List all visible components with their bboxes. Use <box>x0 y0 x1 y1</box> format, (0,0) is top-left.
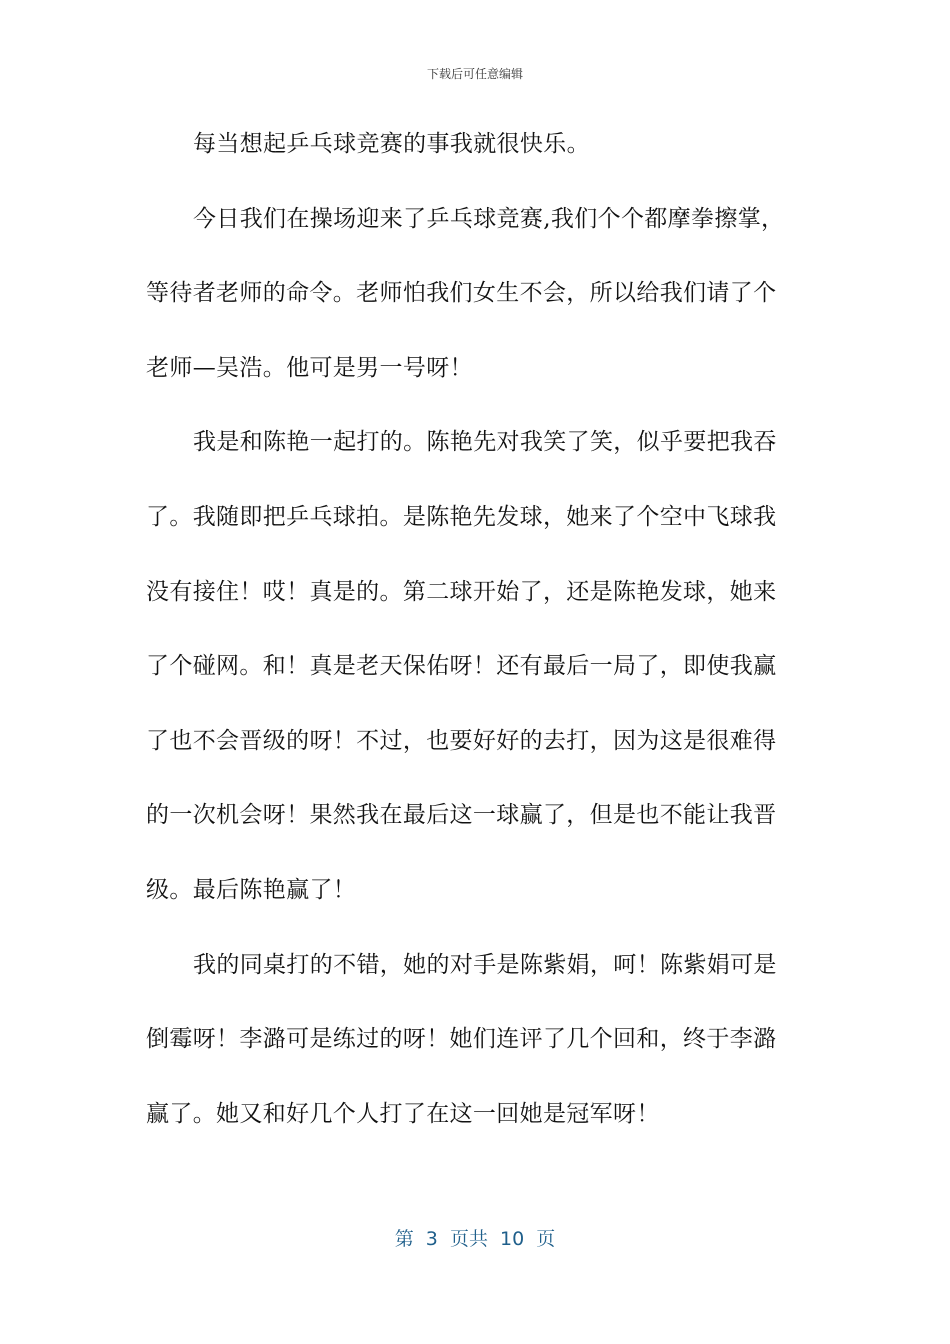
paragraph-line: 没有接住！哎！真是的。第二球开始了，还是陈艳发球，她来 <box>146 578 777 605</box>
paragraph-line: 级。最后陈艳赢了！ <box>146 876 357 903</box>
paragraph-line: 了个碰网。和！真是老天保佑呀！还有最后一局了，即使我赢 <box>146 653 777 680</box>
paragraph-line: 倒霉呀！李潞可是练过的呀！她们连评了几个回和，终于李潞 <box>146 1026 777 1053</box>
paragraph-line: 了也不会晋级的呀！不过，也要好好的去打，因为这是很难得 <box>146 727 777 754</box>
paragraph-line: 的一次机会呀！果然我在最后这一球赢了，但是也不能让我晋 <box>146 802 777 829</box>
paragraph-line: 今日我们在操场迎来了乒乓球竞赛,我们个个都摩拳擦掌， <box>193 205 785 232</box>
paragraph-line: 赢了。她又和好几个人打了在这一回她是冠军呀！ <box>146 1100 660 1127</box>
paragraph-line: 我是和陈艳一起打的。陈艳先对我笑了笑，似乎要把我吞 <box>193 429 777 456</box>
document-body <box>146 107 796 1151</box>
paragraph-line: 每当想起乒乓球竞赛的事我就很快乐。 <box>193 131 590 157</box>
page-number: 第 3 页共 10 页 <box>394 1228 556 1250</box>
paragraph-line: 等待者老师的命令。老师怕我们女生不会，所以给我们请了个 <box>146 280 777 307</box>
paragraph-line: 了。我随即把乒乓球拍。是陈艳先发球，她来了个空中飞球我 <box>146 503 777 530</box>
page-header: 下载后可任意编辑 <box>426 67 523 81</box>
paragraph-line: 老师—吴浩。他可是男一号呀！ <box>146 354 473 381</box>
paragraph-line: 我的同桌打的不错，她的对手是陈紫娟，呵！陈紫娟可是 <box>193 951 777 978</box>
